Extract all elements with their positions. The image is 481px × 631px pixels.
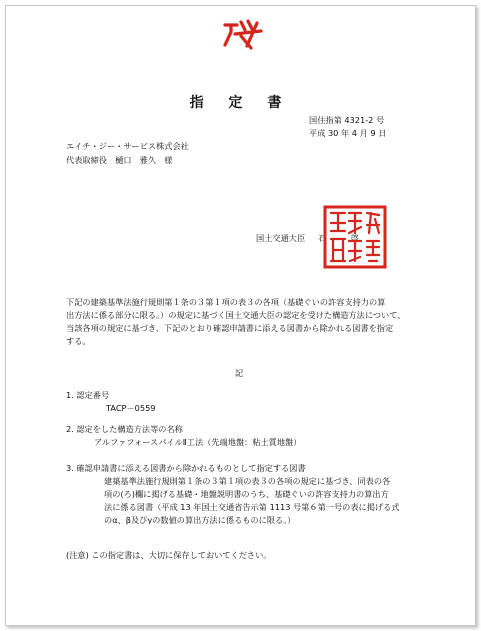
ki-heading: 記 <box>235 368 244 378</box>
mlit-logo-icon <box>221 18 265 52</box>
recipient-company: エイチ・ジー・サービス株式会社 <box>66 141 189 151</box>
item1-label: 1. 認定番号 <box>66 390 110 400</box>
body-paragraph <box>66 296 426 348</box>
recipient-person: 代表取締役 樋口 雅久 様 <box>66 155 173 165</box>
document-date: 平成 30 年 4 月 9 日 <box>309 128 387 138</box>
item3-line: 法に係る図書（平成 13 年国土交通省告示第 1113 号第６第一号の表に掲げる式 <box>104 502 400 512</box>
issuer-title: 国土交通大臣 <box>256 233 306 243</box>
item1-value: TACP－0559 <box>106 403 156 413</box>
item2-label: 2. 認定をした構造方法等の名称 <box>66 424 183 434</box>
issuer-name: 石 啓 <box>318 233 359 243</box>
item3-line: のα、β及びγの数値の算出方法に係るものに限る。） <box>104 515 296 525</box>
item3-body <box>104 475 399 527</box>
document-number: 国住指第 4321-2 号 <box>309 115 385 125</box>
body-line: 当該各項の規定に基づき、下記のとおり確認申請書に添える図書から除かれる図書を指定 <box>66 323 394 333</box>
item2-value: アルファフォースパイルⅡ工法（先端地盤：粘土質地盤） <box>94 437 302 447</box>
document-title: 指 定 書 <box>189 95 292 111</box>
item3-label: 3. 確認申請書に添える図書から除かれるものとして指定する図書 <box>66 463 306 473</box>
body-line: 出方法に係る部分に限る。）の規定に基づく国土交通大臣の認定を受けた構造方法について、 <box>66 310 406 320</box>
item3-line: 建築基準法施行規則第１条の３第１項の表３の各項の規定に基づき、同表の各 <box>104 476 391 486</box>
official-seal-icon <box>323 205 387 269</box>
item3-line: 項の(ろ)欄に掲げる基礎・地盤説明書のうち、基礎ぐいの許容支持力の算出方 <box>104 489 389 499</box>
body-line: 下記の建築基準法施行規則第１条の３第１項の表３の各項（基礎ぐいの許容支持力の算 <box>66 297 386 307</box>
note: (注意) この指定書は、大切に保存しておいてください。 <box>66 550 272 560</box>
body-line: する。 <box>66 336 91 346</box>
